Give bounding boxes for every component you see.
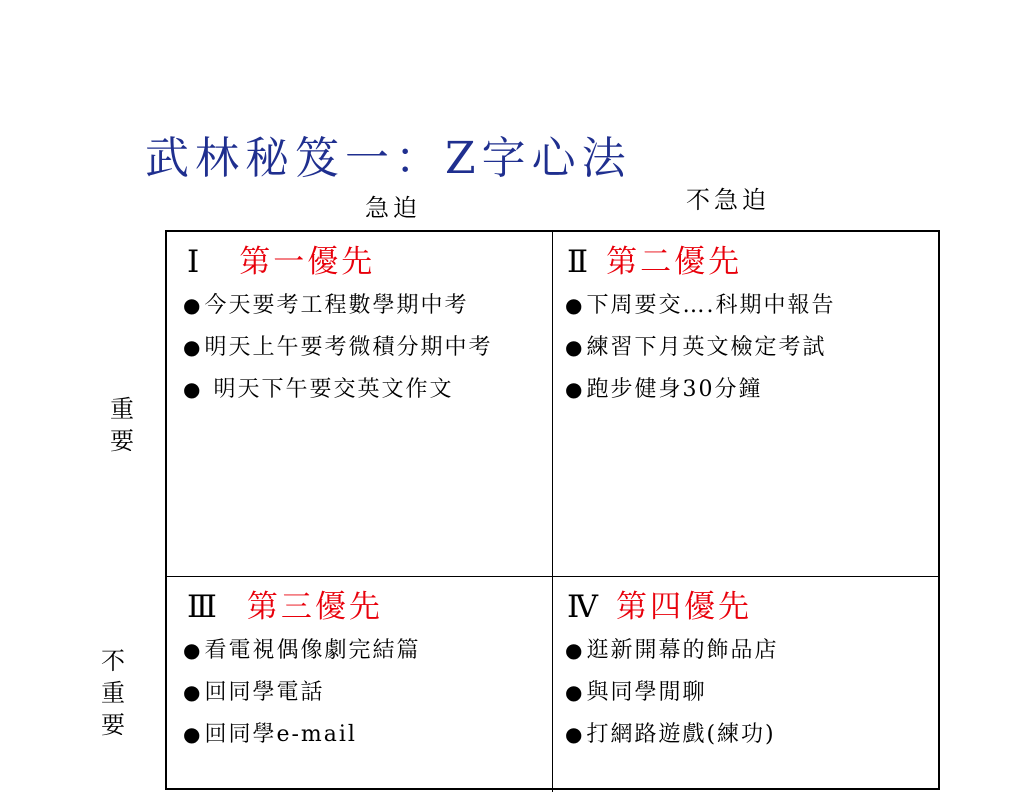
bullet: ● — [183, 335, 203, 359]
task-text: 與同學閒聊 — [586, 680, 707, 705]
quadrant-numeral: Ⅲ — [187, 589, 217, 625]
task-item — [565, 629, 940, 671]
task-item — [565, 671, 940, 713]
quadrant-numeral: Ⅱ — [567, 244, 589, 280]
task-text: 看電視偶像劇完結篇 — [204, 638, 421, 663]
task-list — [183, 629, 552, 755]
bullet: ● — [183, 293, 203, 317]
bullet: ● — [565, 377, 585, 401]
bullet: ● — [565, 638, 585, 662]
task-text: 下周要交….科期中報告 — [586, 293, 836, 318]
quadrant-1 — [167, 232, 553, 577]
quadrant-title: 第四優先 — [615, 589, 752, 625]
task-item — [183, 368, 552, 410]
bullet: ● — [565, 293, 585, 317]
task-text: 打網路遊戲(練功) — [586, 722, 776, 747]
row-header-char: 重 — [101, 679, 125, 707]
bullet: ● — [565, 335, 585, 359]
quadrant-heading — [187, 587, 552, 627]
task-list — [567, 629, 940, 755]
task-list — [567, 284, 940, 410]
slide-title: 武林秘笈一：Z字心法 — [145, 133, 632, 184]
priority-matrix — [165, 230, 940, 790]
task-item — [183, 326, 552, 368]
task-text: 跑步健身30分鐘 — [586, 377, 763, 402]
task-item — [565, 284, 940, 326]
bullet: ● — [565, 722, 585, 746]
task-text: 練習下月英文檢定考試 — [586, 335, 827, 360]
task-text: 回同學電話 — [204, 680, 325, 705]
row-header-important — [107, 393, 137, 457]
column-header-not-urgent: 不急迫 — [686, 186, 770, 214]
task-item — [183, 713, 552, 755]
quadrant-heading — [187, 242, 552, 282]
row-header-char: 要 — [101, 711, 125, 739]
quadrant-4 — [553, 577, 940, 792]
row-header-char: 要 — [110, 427, 134, 455]
quadrant-3 — [167, 577, 553, 792]
row-header-not-important — [98, 645, 128, 741]
quadrant-title: 第一優先 — [239, 244, 376, 280]
bullet: ● — [183, 638, 203, 662]
row-header-char: 重 — [110, 395, 134, 423]
task-text: 明天上午要考微積分期中考 — [204, 335, 493, 360]
task-text: 回同學e-mail — [204, 722, 357, 747]
bullet: ● — [183, 377, 203, 401]
task-text: 今天要考工程數學期中考 — [204, 293, 469, 318]
task-item — [565, 326, 940, 368]
quadrant-title: 第二優先 — [606, 244, 743, 280]
bullet: ● — [565, 680, 585, 704]
quadrant-numeral: Ⅳ — [567, 589, 598, 625]
task-item — [183, 671, 552, 713]
task-text: 明天下午要交英文作文 — [204, 377, 454, 402]
task-item — [565, 368, 940, 410]
bullet: ● — [183, 722, 203, 746]
quadrant-heading — [567, 587, 940, 627]
quadrant-heading — [567, 242, 940, 282]
bullet: ● — [183, 680, 203, 704]
quadrant-2 — [553, 232, 940, 577]
task-item — [183, 284, 552, 326]
quadrant-title: 第三優先 — [246, 589, 383, 625]
quadrant-numeral: Ⅰ — [187, 244, 200, 280]
row-header-char: 不 — [101, 647, 125, 675]
task-item — [183, 629, 552, 671]
task-list — [183, 284, 552, 410]
task-item — [565, 713, 940, 755]
column-header-urgent: 急迫 — [365, 194, 421, 222]
task-text: 逛新開幕的飾品店 — [586, 638, 779, 663]
